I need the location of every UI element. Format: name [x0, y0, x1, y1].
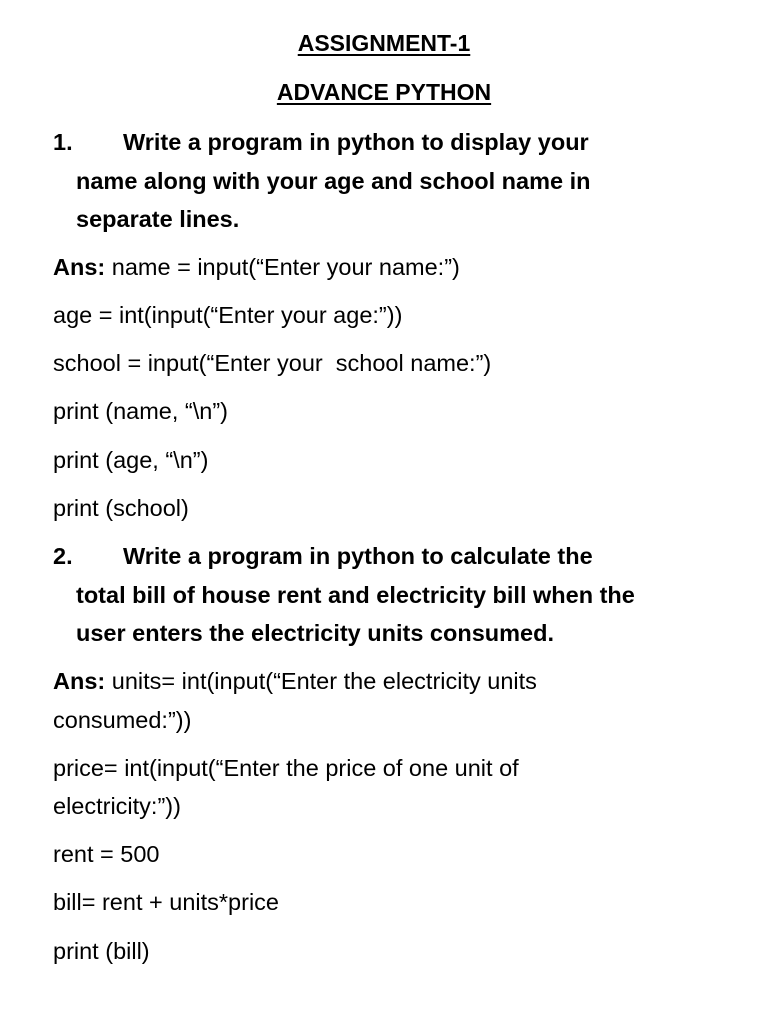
answer-2-code-4: electricity:”)) [53, 793, 181, 819]
answer-2-label: Ans: [53, 668, 106, 694]
answer-1-code-1: name = input(“Enter your name:”) [111, 254, 460, 280]
answer-2-code-1: units= int(input(“Enter the electricity units [111, 668, 537, 694]
course-subtitle: ADVANCE PYTHON [276, 79, 492, 105]
assignment-title: ASSIGNMENT-1 [297, 30, 471, 56]
answer-2-code-2: consumed:”)) [53, 707, 192, 733]
answer-2-line-1 [53, 662, 537, 701]
question-1-number: 1. [53, 129, 73, 155]
question-1-line-1: Write a program in python to display your [123, 129, 589, 155]
question-1-line-2: name along with your age and school name in [76, 167, 591, 194]
answer-1-line-1 [53, 248, 460, 287]
answer-1-code-5: print (age, “\n”) [53, 447, 209, 473]
answer-1-code-6: print (school) [53, 495, 189, 521]
answer-2-code-5: rent = 500 [53, 841, 160, 867]
question-1 [53, 123, 743, 239]
question-2-line-1: Write a program in python to calculate the [123, 543, 593, 569]
answer-1-code-3: school = input(“Enter your school name:”) [53, 350, 492, 376]
answer-1-label: Ans: [53, 254, 106, 280]
answer-2-code-3: price= int(input(“Enter the price of one unit of [53, 755, 519, 781]
question-2-line-2: total bill of house rent and electricity bill when the [76, 581, 635, 608]
answer-1-code-4: print (name, “\n”) [53, 398, 228, 424]
answer-1-code-2: age = int(input(“Enter your age:”)) [53, 302, 403, 328]
question-2-line-3: user enters the electricity units consumed. [76, 620, 554, 646]
question-1-line-3: separate lines. [76, 206, 240, 232]
question-2-number: 2. [53, 543, 73, 569]
answer-2-code-7: print (bill) [53, 938, 150, 964]
answer-2-code-6: bill= rent + units*price [53, 889, 279, 915]
question-2 [53, 537, 743, 653]
